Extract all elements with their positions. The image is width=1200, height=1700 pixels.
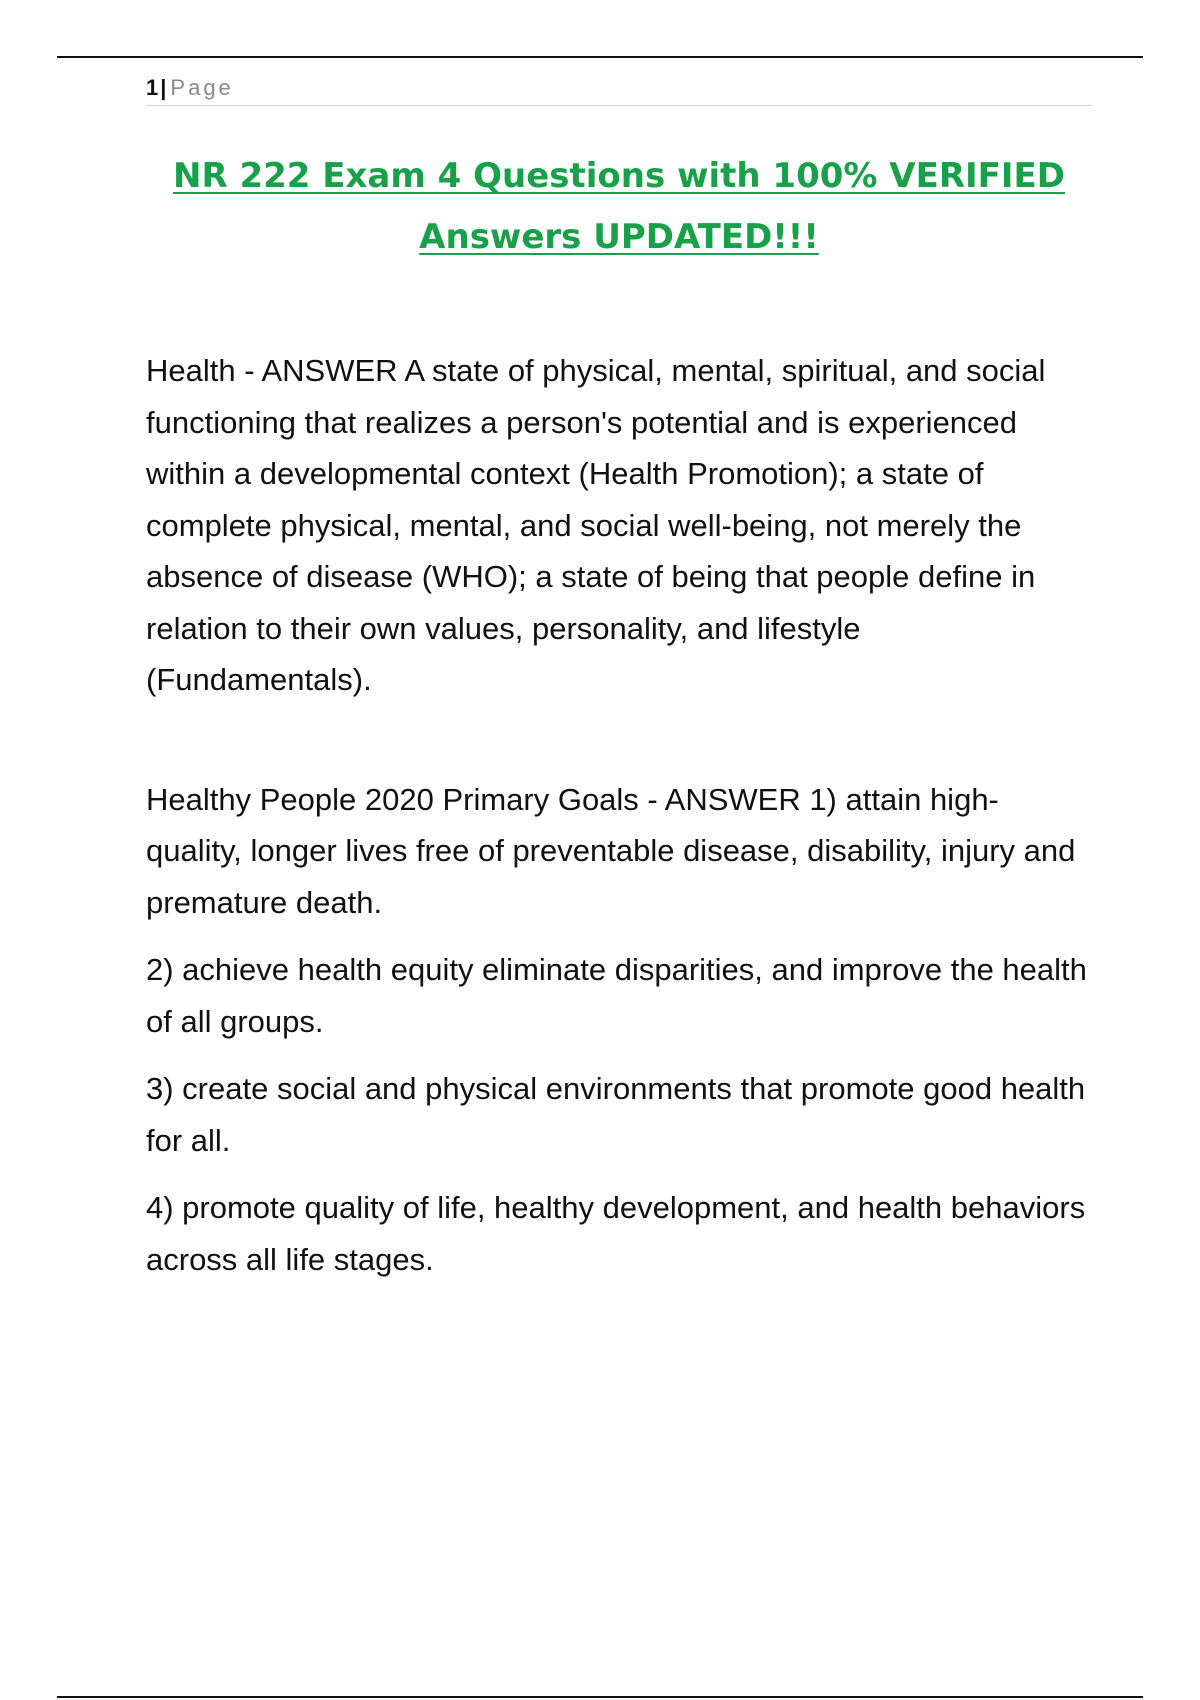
page-number: 1	[146, 75, 159, 100]
document-title-line-2: Answers UPDATED!!!	[419, 217, 819, 257]
document-title-line-1: NR 222 Exam 4 Questions with 100% VERIFIED	[172, 156, 1066, 196]
bottom-border-line	[57, 1696, 1143, 1698]
entry-healthy-people-goal-3: 3) create social and physical environments that promote good health for all.	[146, 1071, 1086, 1158]
document-title	[146, 146, 1092, 268]
page-label: Page	[170, 75, 234, 100]
entry-healthy-people-goal-2: 2) achieve health equity eliminate disparities, and improve the health of all groups.	[146, 952, 1087, 1039]
page-separator: |	[160, 75, 167, 100]
entry-healthy-people-goal-4: 4) promote quality of life, healthy development, and health behaviors across all life stages.	[146, 1190, 1086, 1277]
entry-health: Health - ANSWER A state of physical, mental, spiritual, and social functioning that realizes a person's potential and is experienced within a developmental context (Health Promotion); a state of complete physical, mental, and social well-being, not merely the absence of disease (WHO); a state of being that people define in relation to their own values, personality, and lifestyle (Fundamentals).	[146, 353, 1046, 697]
top-border-line	[57, 56, 1143, 58]
document-body	[146, 345, 1092, 1301]
page-header	[146, 74, 1092, 106]
entry-healthy-people-goal-1: Healthy People 2020 Primary Goals - ANSWER 1) attain high-quality, longer lives free of preventable disease, disability, injury and premature death.	[146, 781, 1076, 920]
